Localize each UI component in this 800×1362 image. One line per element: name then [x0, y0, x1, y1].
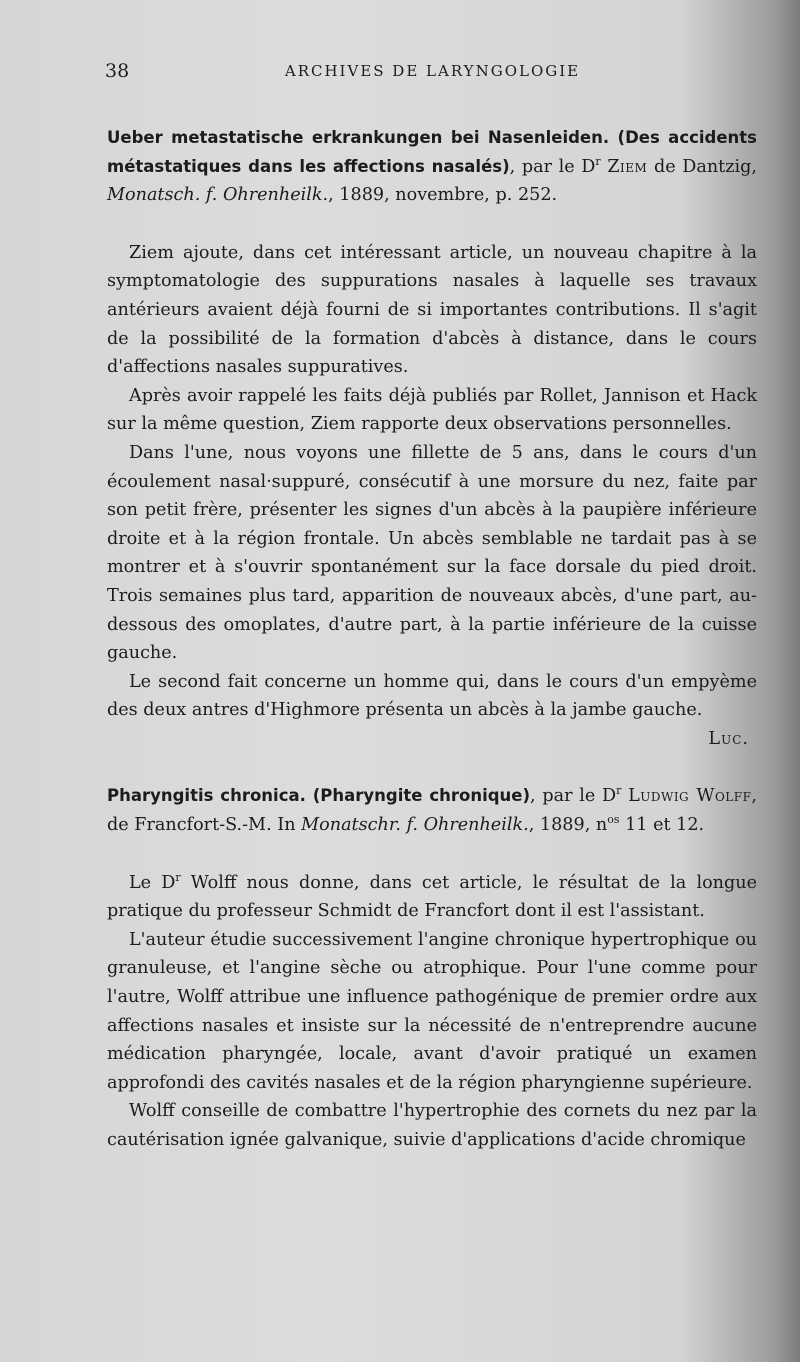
article2-para1-sup: r — [175, 870, 181, 884]
article1-paragraph: Ziem ajoute, dans cet intéressant article, un nouveau chapitre à la symptomatologie des suppurations nasales à laquelle ses travaux antérieurs avaient déjà fourni de si importantes contributions. Il s'agit de la possibilité de la formation d'abcès à distance, dans le cours d'affections nasales suppuratives. — [107, 242, 757, 378]
article1-title: Ueber metastatische erkrankungen bei Nasenleiden. (Des accidents métastatiques dans les affections nasalés) — [107, 128, 757, 176]
article1-paragraph: Le second fait concerne un homme qui, dans le cours d'un empyème des deux antres d'Highmore présenta un abcès à la jambe gauche. — [107, 671, 757, 721]
article2-citation-tail: 11 et 12. — [619, 815, 705, 836]
article2-title: Pharyngitis chronica. (Pharyngite chronique) — [107, 786, 531, 806]
article2-byline-sup: r — [616, 784, 622, 798]
article1-signature: Luc. — [708, 728, 749, 749]
article1-paragraph: Dans l'une, nous voyons une fillette de 5 ans, dans le cours d'un écoulement nasal·suppuré, consécutif à une morsure du nez, faite par son petit frère, présenter les signes d'un abcès à la paupière inférieure droite et à la région frontale. Un abcès semblable ne tardait pas à se montrer et à s'ouvrir spontanément sur la face dorsale du pied droit. Trois semaines plus tard, apparition de nouveaux abcès, d'une part, au-dessous des omoplates, d'autre part, à la partie inférieure de la cuisse gauche. — [107, 442, 757, 664]
article2-citation-mid: , 1889, n — [528, 815, 608, 836]
article2-heading — [107, 782, 757, 839]
article1-author: Ziem — [607, 156, 648, 177]
article1-paragraph: Après avoir rappelé les faits déjà publiés par Rollet, Jannison et Hack sur la même question, Ziem rapporte deux observations personnelles. — [107, 385, 757, 435]
spacer — [107, 210, 757, 239]
article1-byline-pre: , par le D — [509, 156, 596, 177]
article1-heading — [107, 124, 757, 210]
article2-para1-pre: Le D — [129, 872, 176, 893]
running-head: ARCHIVES DE LARYNGOLOGIE — [284, 62, 581, 80]
page-body — [107, 124, 757, 1155]
article1-journal: Monatsch. f. Ohrenheilk. — [107, 185, 329, 206]
spacer — [107, 753, 757, 782]
article2-paragraph-1 — [107, 869, 757, 926]
article1-citation-tail: , 1889, novembre, p. 252. — [328, 185, 558, 206]
article2-journal: Monatschr. f. Ohrenheilk. — [301, 815, 529, 836]
article2-byline-pre: , par le D — [530, 786, 617, 807]
article2-paragraph: Wolff conseille de combattre l'hypertrophie des cornets du nez par la cautérisation ignée galvanique, suivie d'applications d'acide chromique — [107, 1101, 757, 1150]
article1-byline-post: de Dantzig, — [647, 156, 758, 177]
article2-citation-sup: os — [607, 813, 620, 827]
article2-author: Ludwig Wolff — [628, 786, 752, 807]
page-number: 38 — [105, 60, 130, 82]
article2-paragraph: L'auteur étudie successivement l'angine chronique hypertrophique ou granuleuse, et l'angine sèche ou atrophique. Pour l'une comme pour l'autre, Wolff attribue une influence pathogénique de premier ordre aux affections nasales et insiste sur la nécessité de n'entreprendre aucune médication pharyngée, locale, avant d'avoir pratiqué un examen approfondi des cavités nasales et de la région pharyngienne supérieure. — [107, 929, 757, 1093]
article2-para1-post: Wolff nous donne, dans cet article, le résultat de la longue pratique du professeur Schmidt de Francfort dont il est l'assistant. — [107, 872, 757, 922]
spacer — [107, 840, 757, 869]
article1-byline-sup: r — [595, 154, 601, 168]
page-header — [105, 60, 760, 90]
article2-byline-post: , de Francfort-S.-M. In — [107, 786, 757, 836]
